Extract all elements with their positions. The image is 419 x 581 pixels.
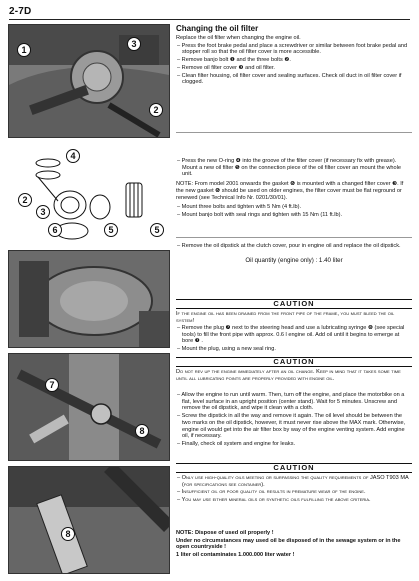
caution-bleed	[176, 298, 412, 325]
step-item: – Press the foot brake pedal and place a screwdriver or similar between foot brake pedal and stopper roll so that the oil filter cover is more accessible.	[177, 42, 408, 56]
note-line: Under no circumstances may used oil be disposed of in the sewage system or in the open countryside !	[176, 537, 401, 551]
section-fill-oil	[176, 243, 412, 265]
caution-text: If the engine oil has been drained from the front pipe of the frame, you must bleed the oil system!	[176, 311, 395, 324]
callout-6: 6	[48, 223, 62, 237]
callout-3b: 3	[36, 205, 50, 219]
step-item: – Remove oil filter cover ❸ and oil filter.	[177, 64, 275, 71]
caution-item: – You may use either mineral oils or synthetic oils fulfilling the above criteria.	[177, 497, 371, 504]
note-line: NOTE: Dispose of used oil properly !	[176, 530, 274, 536]
photo-steering-head	[8, 353, 170, 461]
step-item: – Mount three bolts and tighten with 5 Nm (4 ft.lb).	[177, 204, 302, 211]
caution-heading: CAUTION	[176, 299, 412, 309]
note-gasket: NOTE: From model 2001 onwards the gasket ❻ is mounted with a changed filter cover ❸. If the new gasket ❻ should be used on older engines, the filter cover must be flat reground or renewed (see Technical Info Nr. 0201/30/01).	[176, 181, 404, 201]
page-number: 2-7D	[9, 6, 32, 17]
note-disposal	[176, 530, 412, 560]
note-line: 1 liter oil contaminates 1.000.000 liter water !	[176, 552, 295, 559]
callout-8b: 8	[61, 527, 75, 541]
step-item: – Finally, check oil system and engine for leaks.	[177, 440, 296, 447]
engine-side-image	[9, 25, 169, 137]
diagram-filter-parts	[8, 143, 168, 243]
step-item: – Remove the oil dipstick at the clutch cover, pour in engine oil and replace the oil dipstick.	[177, 243, 401, 249]
caution-item: – Insufficient oil or poor quality oil results in premature wear of the engine.	[177, 489, 366, 496]
intro-text: Replace the oil filter when changing the engine oil.	[176, 35, 301, 41]
step-item: – Press the new O-ring ❹ into the groove of the filter cover (if necessary fix with grease). Mount a new oil filter ❺ on the connection piece of the oil filter cover an mount the whole unit.	[177, 158, 401, 178]
caution-heading: CAUTION	[176, 463, 412, 473]
callout-5b: 5	[150, 223, 164, 237]
caution-oil-quality	[176, 462, 412, 505]
step-item: – Clean filter housing, oil filter cover and sealing surfaces. Check oil duct in oil filter cover if clogged.	[177, 72, 402, 86]
callout-7: 7	[45, 378, 59, 392]
photo-engine-dipstick	[8, 250, 170, 348]
caution-text: Do not rev up the engine immediately after an oil change. Keep in mind that it takes some time until all lubricating points are properly provided with engine oil.	[176, 369, 401, 382]
divider	[176, 237, 412, 238]
caution-rev	[176, 356, 412, 383]
step-item: – Allow the engine to run until warm. Then, turn off the engine, and place the motorbike on a flat, level surface in an upright position (center stand). Wait for 5 minutes. Unscrew and remove the oil dipstick, and wipe it clean with a cloth.	[177, 392, 405, 412]
filter-parts-drawing	[8, 143, 168, 243]
engine-clutch-image	[9, 251, 169, 347]
callout-2b: 2	[18, 193, 32, 207]
section-bleed	[176, 325, 412, 354]
step-item: – Mount banjo bolt with seal rings and tighten with 15 Nm (11 ft.lb).	[177, 211, 343, 218]
callout-1: 1	[17, 43, 31, 57]
oil-quantity: Oil quantity (engine only) : 1.40 liter	[245, 256, 343, 264]
photo-oil-filter-cover	[8, 24, 170, 138]
step-item: – Mount the plug, using a new seal ring.	[177, 346, 276, 353]
caution-heading: CAUTION	[176, 357, 412, 367]
photo-syringe	[8, 466, 170, 574]
section-check-level	[176, 392, 412, 449]
header-rule	[9, 19, 410, 20]
step-item: – Remove the plug ❼ next to the steering head and use a lubricating syringe ❽ (see special tools) to fill the front pipe with approx. 0.6 l engine oil. Add oil until it begins to emerge at bore ❼ .	[177, 325, 405, 345]
caution-item: – Only use high-quality oils meeting or surpassing the quality requirements of JASO T903 MA (for specifications see container).	[177, 475, 409, 488]
callout-2: 2	[149, 103, 163, 117]
step-item: – Remove banjo bolt ❶ and the three bolts ❷.	[177, 57, 291, 64]
syringe-image	[9, 467, 169, 573]
step-item: – Screw the dipstick in all the way and remove it again. The oil level should be between the two marks on the oil dipstick, however, it must never rise above the MAX mark. Otherwise, engine oil would get into the air filter box by way of the engine venting system. Add engine oil, if necessary.	[177, 413, 406, 440]
section-mount-filter	[176, 158, 412, 220]
callout-3: 3	[127, 37, 141, 51]
callout-5a: 5	[104, 223, 118, 237]
frame-pipe-image	[9, 354, 169, 460]
callout-4: 4	[66, 149, 80, 163]
section-changing-oil-filter	[176, 24, 412, 87]
divider	[176, 132, 412, 133]
callout-8: 8	[135, 424, 149, 438]
section-title: Changing the oil filter	[176, 24, 259, 33]
